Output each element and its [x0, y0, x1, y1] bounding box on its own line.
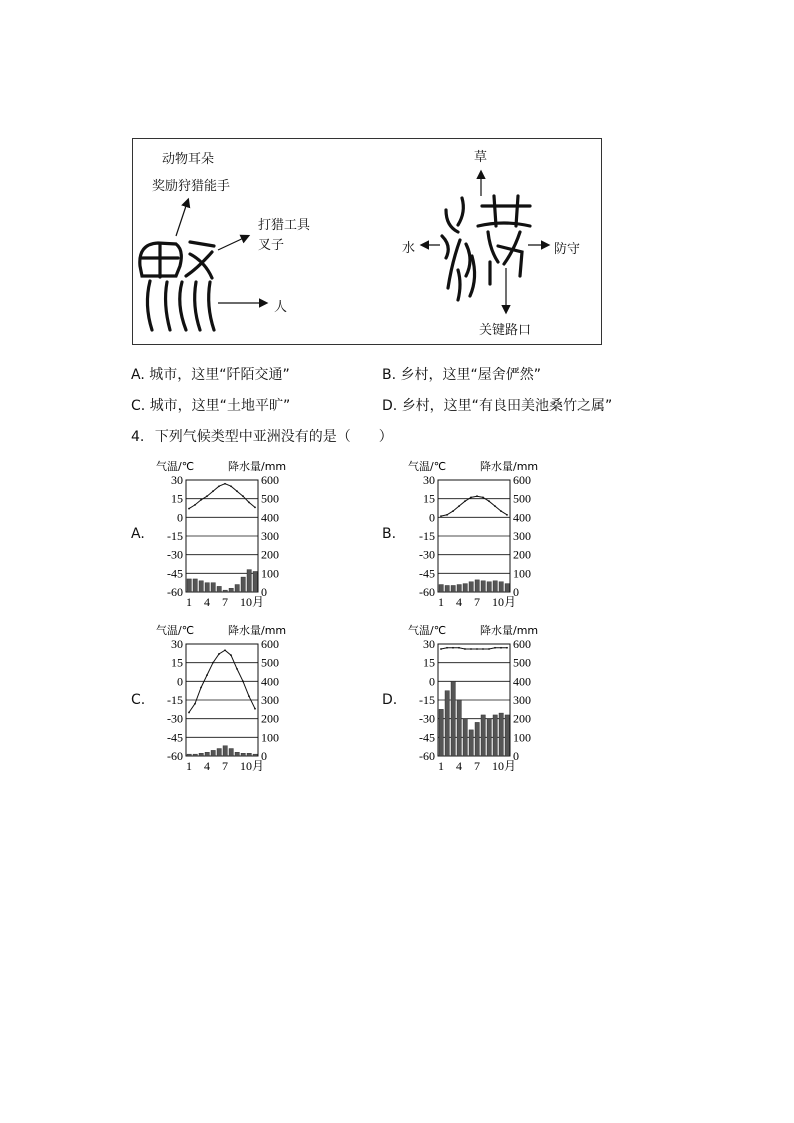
temperature-point: [488, 500, 490, 502]
temp-tick-label: -60: [167, 585, 183, 599]
right-axis-title: 降水量/mm: [480, 460, 539, 473]
month-tick-label: 1: [186, 759, 192, 773]
option-b[interactable]: [382, 364, 541, 384]
temp-tick-label: 30: [171, 473, 183, 487]
question-text: 下列气候类型中亚洲没有的是（ ）: [154, 429, 393, 445]
precip-bar: [253, 571, 257, 592]
precip-bar: [451, 585, 455, 592]
temperature-point: [218, 653, 220, 655]
temp-tick-label: 30: [423, 473, 435, 487]
temp-tick-label: 0: [177, 674, 183, 689]
precip-tick-label: 0: [261, 585, 267, 599]
precip-bar: [505, 584, 509, 592]
precip-tick-label: 100: [513, 566, 531, 581]
precip-tick-label: 600: [513, 637, 531, 651]
temperature-point: [476, 495, 478, 497]
temperature-point: [194, 703, 196, 705]
month-tick-label: 10月: [492, 759, 517, 773]
temperature-point: [506, 647, 508, 649]
temp-tick-label: -45: [419, 566, 435, 581]
temp-tick-label: 30: [423, 637, 435, 651]
precip-tick-label: 300: [513, 529, 531, 543]
precip-bar: [505, 715, 509, 756]
option-text: 乡村，这里“有良田美池桑竹之属”: [401, 398, 613, 414]
precip-bar: [217, 586, 221, 592]
month-tick-label: 1: [438, 595, 444, 609]
temp-tick-label: 15: [423, 655, 435, 670]
temp-tick-label: -30: [167, 711, 183, 726]
precip-tick-label: 400: [261, 674, 279, 689]
temperature-point: [470, 497, 472, 499]
temp-tick-label: -60: [419, 585, 435, 599]
precip-bar: [235, 752, 239, 756]
temperature-point: [440, 648, 442, 650]
temperature-point: [230, 654, 232, 656]
climate-chart-b: [402, 458, 602, 608]
precip-bar: [235, 585, 239, 592]
temperature-point: [464, 500, 466, 502]
precip-bar: [457, 700, 461, 756]
temperature-point: [452, 647, 454, 649]
temp-tick-label: -15: [167, 693, 183, 707]
temperature-point: [458, 647, 460, 649]
temperature-point: [488, 648, 490, 650]
temperature-point: [440, 515, 442, 517]
precip-bar: [463, 584, 467, 592]
month-tick-label: 10月: [240, 595, 265, 609]
temp-tick-label: 15: [423, 491, 435, 506]
temperature-point: [206, 495, 208, 497]
precip-bar: [457, 585, 461, 592]
temperature-point: [200, 499, 202, 501]
temperature-point: [212, 490, 214, 492]
precip-bar: [223, 746, 227, 756]
precip-bar: [487, 582, 491, 592]
chart-option-d[interactable]: D.: [382, 692, 398, 708]
climate-chart-c: [150, 622, 350, 772]
label-reward: 奖励狩猎能手: [152, 179, 231, 194]
chart-option-a[interactable]: A.: [131, 526, 145, 542]
precip-bar: [241, 577, 245, 592]
temperature-line: [441, 648, 507, 649]
temp-tick-label: -30: [419, 547, 435, 562]
left-axis-title: 气温/℃: [408, 624, 447, 637]
temperature-point: [212, 662, 214, 664]
label-defend: 防守: [554, 242, 581, 257]
temperature-point: [446, 514, 448, 516]
label-grass: 草: [474, 150, 488, 165]
month-tick-label: 4: [204, 759, 210, 773]
precip-bar: [439, 585, 443, 592]
precip-bar: [475, 580, 479, 592]
temperature-point: [254, 708, 256, 710]
precip-tick-label: 400: [513, 510, 531, 525]
climate-chart-d: [402, 622, 602, 772]
precip-bar: [499, 713, 503, 756]
option-a[interactable]: [131, 364, 290, 384]
month-tick-label: 1: [438, 759, 444, 773]
precip-tick-label: 200: [261, 711, 279, 726]
precip-bar: [193, 754, 197, 756]
precip-bar: [499, 582, 503, 592]
label-person: 人: [274, 300, 288, 315]
temperature-point: [482, 648, 484, 650]
precip-bar: [247, 570, 251, 592]
precip-bar: [451, 681, 455, 756]
temperature-point: [500, 510, 502, 512]
temp-tick-label: -15: [167, 529, 183, 543]
climate-chart-a: [150, 458, 350, 608]
temperature-point: [452, 510, 454, 512]
month-tick-label: 10月: [492, 595, 517, 609]
temp-tick-label: -45: [419, 730, 435, 745]
temperature-point: [242, 680, 244, 682]
precip-tick-label: 0: [513, 749, 519, 763]
precip-bar: [229, 749, 233, 756]
precip-tick-label: 600: [261, 637, 279, 651]
temp-tick-label: -60: [167, 749, 183, 763]
temperature-point: [224, 483, 226, 485]
temperature-point: [494, 647, 496, 649]
precip-tick-label: 100: [261, 730, 279, 745]
option-text: 乡村，这里“屋舍俨然”: [400, 367, 542, 383]
label-key-crossing: 关键路口: [479, 323, 532, 338]
precip-bar: [475, 722, 479, 756]
temperature-line: [189, 484, 255, 509]
precip-bar: [463, 719, 467, 756]
precip-tick-label: 500: [513, 655, 531, 670]
option-letter: C.: [131, 398, 146, 414]
temperature-point: [254, 506, 256, 508]
precip-bar: [193, 579, 197, 592]
temperature-point: [230, 485, 232, 487]
temperature-point: [464, 648, 466, 650]
precip-bar: [229, 588, 233, 592]
option-letter: B.: [382, 367, 397, 383]
month-tick-label: 7: [474, 759, 480, 773]
precip-bar: [445, 691, 449, 756]
precip-bar: [205, 752, 209, 756]
precip-bar: [217, 749, 221, 756]
chart-option-c[interactable]: C.: [131, 692, 146, 708]
precip-bar: [199, 581, 203, 592]
temperature-line: [441, 496, 507, 516]
precip-tick-label: 600: [513, 473, 531, 487]
option-letter: D.: [382, 398, 398, 414]
precip-tick-label: 400: [513, 674, 531, 689]
precip-bar: [481, 715, 485, 756]
temp-tick-label: -15: [419, 529, 435, 543]
month-tick-label: 10月: [240, 759, 265, 773]
month-tick-label: 7: [222, 759, 228, 773]
month-tick-label: 1: [186, 595, 192, 609]
precip-tick-label: 300: [261, 529, 279, 543]
precip-bar: [445, 585, 449, 592]
temperature-point: [206, 674, 208, 676]
temperature-point: [236, 668, 238, 670]
temperature-point: [470, 648, 472, 650]
precip-tick-label: 100: [261, 566, 279, 581]
left-axis-title: 气温/℃: [408, 460, 447, 473]
temperature-point: [236, 490, 238, 492]
precip-bar: [211, 583, 215, 592]
temperature-point: [476, 648, 478, 650]
temp-tick-label: -45: [167, 730, 183, 745]
temperature-point: [188, 508, 190, 510]
right-axis-title: 降水量/mm: [228, 460, 287, 473]
temperature-point: [242, 495, 244, 497]
temp-tick-label: 30: [171, 637, 183, 651]
temp-tick-label: 0: [177, 510, 183, 525]
right-axis-title: 降水量/mm: [228, 624, 287, 637]
precip-bar: [493, 581, 497, 592]
option-letter: A.: [131, 367, 145, 383]
option-text: 城市，这里“阡陌交通”: [149, 367, 290, 383]
question-number: 4.: [131, 429, 145, 445]
temperature-point: [494, 505, 496, 507]
precip-tick-label: 500: [261, 655, 279, 670]
precip-bar: [439, 709, 443, 756]
temp-tick-label: -30: [167, 547, 183, 562]
month-tick-label: 4: [456, 595, 462, 609]
temperature-point: [506, 514, 508, 516]
temp-tick-label: 0: [429, 674, 435, 689]
precip-tick-label: 100: [513, 730, 531, 745]
month-tick-label: 7: [474, 595, 480, 609]
precip-bar: [187, 754, 191, 756]
temperature-point: [500, 647, 502, 649]
precip-bar: [469, 730, 473, 756]
precip-tick-label: 500: [513, 491, 531, 506]
precip-bar: [199, 753, 203, 756]
precip-tick-label: 300: [513, 693, 531, 707]
temperature-point: [248, 502, 250, 504]
chart-option-b[interactable]: B.: [382, 526, 397, 542]
temperature-point: [218, 485, 220, 487]
precip-tick-label: 400: [261, 510, 279, 525]
precip-tick-label: 0: [261, 749, 267, 763]
temperature-point: [458, 505, 460, 507]
temp-tick-label: 15: [171, 655, 183, 670]
question-4: [131, 426, 393, 446]
temp-tick-label: 15: [171, 491, 183, 506]
label-water: 水: [402, 241, 416, 256]
temp-tick-label: -45: [167, 566, 183, 581]
label-fork: 叉子: [258, 238, 285, 253]
label-hunting-tool: 打猎工具: [258, 218, 311, 233]
precip-bar: [247, 753, 251, 756]
precip-tick-label: 600: [261, 473, 279, 487]
precip-tick-label: 500: [261, 491, 279, 506]
precip-bar: [493, 715, 497, 756]
figure-box: [132, 138, 602, 345]
month-tick-label: 4: [204, 595, 210, 609]
precip-tick-label: 0: [513, 585, 519, 599]
month-tick-label: 7: [222, 595, 228, 609]
precip-tick-label: 200: [261, 547, 279, 562]
temperature-point: [248, 695, 250, 697]
precip-bar: [205, 583, 209, 592]
precip-bar: [481, 581, 485, 592]
precip-bar: [253, 754, 257, 756]
temperature-point: [446, 647, 448, 649]
precip-tick-label: 200: [513, 547, 531, 562]
temperature-point: [482, 497, 484, 499]
precip-bar: [223, 590, 227, 592]
precip-bar: [211, 750, 215, 756]
precip-tick-label: 300: [261, 693, 279, 707]
temperature-point: [224, 649, 226, 651]
label-animal-ear: 动物耳朵: [162, 152, 215, 167]
temperature-point: [200, 687, 202, 689]
option-c[interactable]: [131, 395, 290, 415]
temp-tick-label: 0: [429, 510, 435, 525]
precip-bar: [241, 753, 245, 756]
temp-tick-label: -15: [419, 693, 435, 707]
left-axis-title: 气温/℃: [156, 460, 195, 473]
precip-bar: [469, 582, 473, 592]
left-axis-title: 气温/℃: [156, 624, 195, 637]
precip-tick-label: 200: [513, 711, 531, 726]
option-d[interactable]: [382, 395, 612, 415]
temp-tick-label: -30: [419, 711, 435, 726]
temperature-point: [194, 504, 196, 506]
precip-bar: [187, 579, 191, 592]
option-text: 城市，这里“土地平旷”: [149, 398, 291, 414]
precip-bar: [487, 719, 491, 756]
temperature-point: [188, 712, 190, 714]
temp-tick-label: -60: [419, 749, 435, 763]
right-axis-title: 降水量/mm: [480, 624, 539, 637]
month-tick-label: 4: [456, 759, 462, 773]
